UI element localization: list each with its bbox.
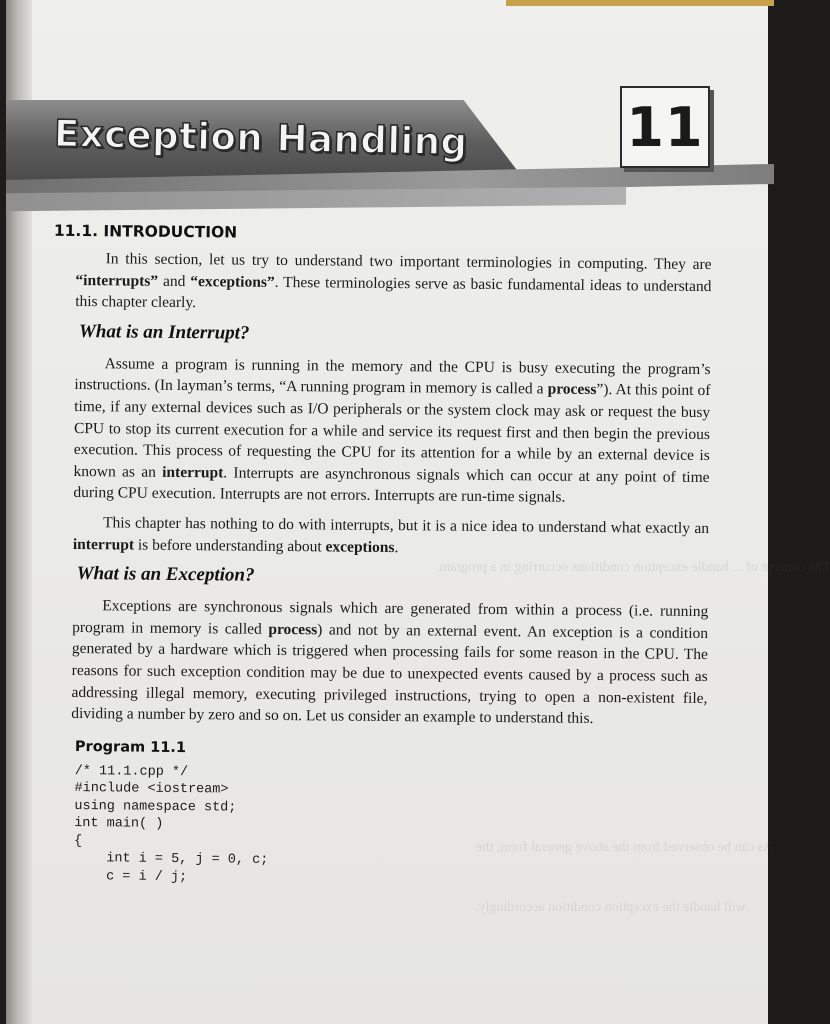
- text-run: . Interrupts are asynchronous signals which can occur at any point of time during CPU execution. Interrupts are not errors. Interrupts are run-time signals.: [73, 464, 710, 507]
- code-line: #include <iostream>: [74, 781, 229, 798]
- interrupt-paragraph-2: [73, 512, 709, 561]
- page-content: [53, 221, 712, 891]
- text-run: This chapter has nothing to do with interrupts, but it is a nice idea to understand what exactly an: [103, 514, 710, 538]
- section-heading: 11.1. INTRODUCTION: [53, 221, 238, 242]
- code-line: c = i / j;: [73, 868, 188, 885]
- bleed-through-text: The concept of ... handle exception conditions occurring in a program.: [436, 560, 830, 575]
- term-exceptions: “exceptions”: [190, 272, 275, 291]
- term-exceptions: exceptions: [325, 537, 395, 556]
- chapter-title: Exception Handling: [53, 112, 468, 164]
- text-run: In this section, let us try to understand two important terminologies in computing. They are: [105, 250, 712, 274]
- text-run: Exceptions are synchronous signals which are generated from within a process (i.e. running program in memory is called: [72, 597, 709, 638]
- intro-paragraph: [75, 248, 712, 319]
- chapter-number-box: [620, 86, 710, 168]
- code-line: int i = 5, j = 0, c;: [73, 851, 269, 869]
- subheading-exception: What is an Exception?: [76, 563, 255, 586]
- term-interrupts: “interrupts”: [75, 271, 159, 290]
- interrupt-paragraph-1: [73, 353, 710, 510]
- text-run: and: [158, 272, 191, 290]
- code-listing: [74, 763, 707, 892]
- text-run: is before understanding about: [133, 536, 326, 555]
- text-run: ) and not by an external event. An exception is a condition generated by a hardware which is triggered when processing fails for some reason in the CPU. The reasons for such exception condition may be due to unexpected events caused by a process such as addressing illegal memory, executing privileged instructions, trying to open a non-existent file, dividing a number by zero and so on. Let us consider an example to understand this.: [71, 621, 709, 728]
- text-run: Assume a program is running in the memory and the CPU is busy executing the program’s instructions. (In layman’s terms, “A running program in memory is called a: [74, 355, 711, 398]
- program-heading: Program 11.1: [74, 738, 187, 756]
- term-process: process: [268, 620, 318, 639]
- subheading-interrupt: What is an Interrupt?: [78, 320, 250, 344]
- text-run: ”). At this point of time, if any external devices such as I/O peripherals or the system clock may ask or request the busy CPU to stop its current execution for a while and service its request first and then begin the previous execution. This process of requesting the CPU for its attention for a while by an external device is known as an: [73, 381, 711, 481]
- term-interrupt: interrupt: [162, 463, 224, 482]
- text-run: . These terminologies serve as basic fundamental ideas to understand this chapter clearly.: [75, 273, 712, 312]
- code-line: int main( ): [74, 816, 164, 833]
- chapter-number: 11: [626, 95, 704, 159]
- book-page: [6, 0, 830, 1024]
- bleed-through-text: As can be observed from the above general form, the: [476, 840, 773, 855]
- code-line: /* 11.1.cpp */: [74, 763, 189, 780]
- term-process: process: [547, 380, 597, 399]
- term-interrupt: interrupt: [72, 535, 135, 554]
- bleed-through-text: will handle the exception condition accordingly.: [476, 900, 746, 915]
- page-edge: [506, 0, 774, 6]
- exception-paragraph: [71, 595, 708, 731]
- code-line: {: [73, 833, 83, 849]
- code-line: using namespace std;: [74, 798, 237, 816]
- text-run: .: [394, 538, 399, 556]
